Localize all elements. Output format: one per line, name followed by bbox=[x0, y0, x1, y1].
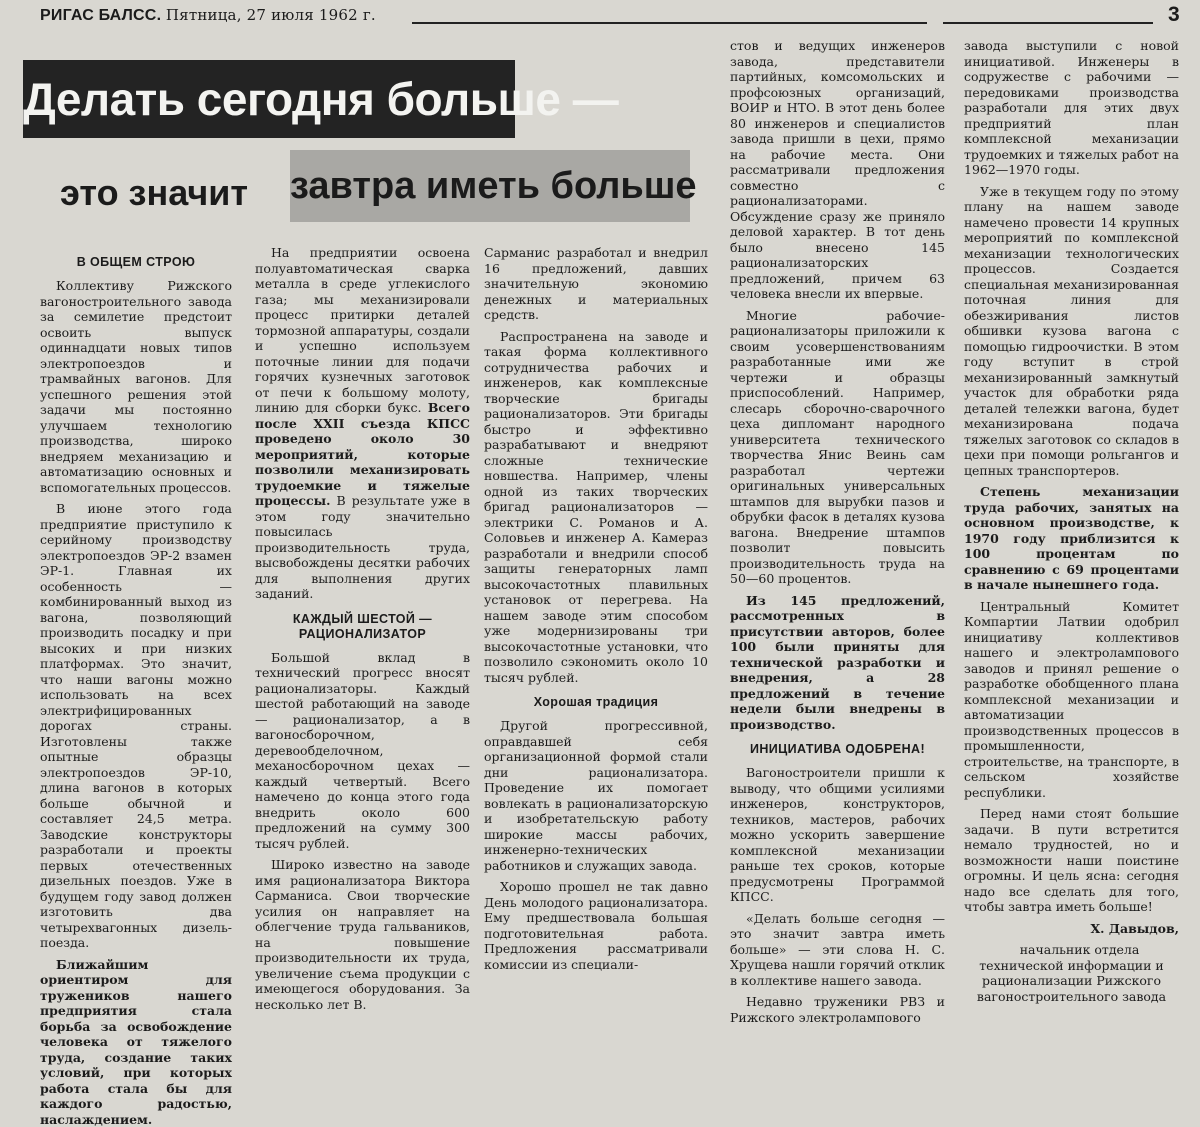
masthead-rule-right bbox=[943, 22, 1153, 24]
paragraph-bold: Ближайшим ориентиром для тружеников нашего предприятия стала борьба за освобождение человека от тяжелого труда, создание таких условий, при которых работа стала бы для каждого радостью, наслаждением. bbox=[40, 957, 232, 1127]
paragraph: Сарманис разработал и внедрил 16 предложений, давших значительную экономию денежных и материальных средств. bbox=[484, 245, 708, 323]
paragraph: Коллективу Рижского вагоностроительного завода за семилетие предстоит освоить выпуск одиннадцати новых типов электропоездов и трамвайных вагонов. Для успешного решения этой задачи мы постоянно улучшаем технологию производства, широко внедряем механизацию и автоматизацию основных и вспомогательных процессов. bbox=[40, 278, 232, 495]
text-run: В результате уже в этом году значительно повысилась производительность труда, высвобождены десятки рабочих для выполнения других заданий. bbox=[255, 493, 470, 601]
paragraph: Широко известно на заводе имя рационализатора Виктора Сарманиса. Свои творческие усилия он направляет на облегчение труда гальваников, на повышение производительности их труда, увеличение съема продукции с имеющегося оборудования. За несколько лет В. bbox=[255, 857, 470, 1012]
headline-line-3: завтра иметь больше bbox=[290, 150, 690, 222]
paragraph-bold: Степень механизации труда рабочих, занятых на основном производстве, к 1970 году приблизится к 100 процентам по сравнению с 69 процентами в начале нынешнего года. bbox=[964, 484, 1179, 593]
article-column-1 bbox=[40, 245, 232, 878]
paragraph: Уже в текущем году по этому плану на нашем заводе намечено провести 14 крупных мероприятий по комплексной механизации технологических процессов. Создается специальная механизированная поточная линия для обезжиривания листов обшивки кузова вагона с помощью гидроочистки. В этом году вступит в строй механизированный замкнутый участок для обработки ряда деталей тележки вагона, будет механизирована подача тяжелых заготовок со складов в цехи при помощи рольгангов и цепных транспортеров. bbox=[964, 184, 1179, 479]
section-heading: В ОБЩЕМ СТРОЮ bbox=[40, 255, 232, 270]
section-heading: КАЖДЫЙ ШЕСТОЙ — РАЦИОНАЛИЗАТОР bbox=[255, 612, 470, 642]
paragraph-bold: Из 145 предложений, рассмотренных в присутствии авторов, более 100 были приняты для технической разработки и внедрения, а 28 предложений в течение недели были внедрены в производство. bbox=[730, 593, 945, 733]
section-heading: ИНИЦИАТИВА ОДОБРЕНА! bbox=[730, 742, 945, 757]
section-heading: Хорошая традиция bbox=[484, 695, 708, 710]
paragraph: В июне этого года предприятие приступило к серийному производству электропоездов ЭР-2 взамен ЭР-1. Главная их особенность — комбинированный выход из вагона, позволяющий производить посадку и при высоких и при низких платформах. Это значит, что наши вагоны можно использовать на всех электрифицированных дорогах страны. Изготовлены также опытные образцы электропоездов ЭР-10, длина вагонов в которых больше обычной и составляет 24,5 метра. Заводские конструкторы разработали и проекты первых отечественных дизельных поездов. Уже в будущем году завод должен изготовить два четырехвагонных дизель-поезда. bbox=[40, 501, 232, 951]
paragraph: завода выступили с новой инициативой. Инженеры в содружестве с рабочими — передовиками производства разработали для этих двух предприятий план комплексной механизации трудоемких и тяжелых работ на 1962—1970 годы. bbox=[964, 38, 1179, 178]
paragraph bbox=[255, 245, 470, 602]
article-column-4 bbox=[730, 38, 945, 878]
paragraph: стов и ведущих инженеров завода, представители партийных, комсомольских и профсоюзных организаций, ВОИР и НТО. В этот день более 80 инженеров и специалистов завода пришли в цехи, прямо на рабочие места. Они рассматривали предложения совместно с рационализаторами. Обсуждение сразу же приняло деловой характер. В тот день было внесено 145 рационализаторских предложений, причем 63 человека внесли их впервые. bbox=[730, 38, 945, 302]
headline-line-2: это значит bbox=[60, 165, 280, 220]
paragraph: Перед нами стоят большие задачи. В пути встретится немало трудностей, но и возможности наши поистине огромны. И цель ясна: сегодня надо все сделать для того, чтобы завтра иметь больше! bbox=[964, 806, 1179, 915]
text-run-bold: Всего после XXII съезда КПСС проведено около 30 мероприятий, которые позволили механизировать трудоемкие и тяжелые процессы. bbox=[255, 400, 470, 508]
paragraph: «Делать больше сегодня — это значит завтра иметь больше» — эти слова Н. С. Хрущева нашли горячий отклик в коллективе нашего завода. bbox=[730, 911, 945, 989]
text-run: На предприятии освоена полуавтоматическая сварка металла в среде углекислого газа; мы механизировали процесс притирки деталей тормозной аппаратуры, создали и успешно используем поточные линии для подачи горячих кузнечных заготовок от печи к большому молоту, линию для сборки букс. bbox=[255, 245, 470, 415]
paragraph: Распространена на заводе и такая форма коллективного сотрудничества рабочих и инженеров, как комплексные творческие бригады рационализаторов. Эти бригады быстро и эффективно разрабатывают и внедряют сложные технические новшества. Например, члены одной из таких творческих бригад рационализаторов — электрики С. Романов и А. Соловьев и инженер А. Камераз разработали и внедрили способ защиты генераторных ламп высокочастотных плавильных установок от перегрева. На нашем заводе этим способом уже модернизированы три высокочастотные установки, что позволило сэкономить около 10 тысяч рублей. bbox=[484, 329, 708, 686]
paragraph: Центральный Комитет Компартии Латвии одобрил инициативу коллективов нашего и электролампового заводов и принял решение о разработке обобщенного плана комплексной механизации и автоматизации производственных процессов в промышленности, строительстве, на транспорте, в сельском хозяйстве республики. bbox=[964, 599, 1179, 801]
article-column-3 bbox=[484, 245, 708, 878]
article-column-5 bbox=[964, 38, 1179, 878]
author-title: начальник отдела технической информации и рационализации Рижского вагоностроительного завода bbox=[964, 942, 1179, 1004]
article-column-2 bbox=[255, 245, 470, 878]
author-name: Х. Давыдов, bbox=[964, 921, 1179, 937]
newspaper-name: РИГАС БАЛСС. bbox=[40, 7, 161, 24]
paragraph: Недавно труженики РВЗ и Рижского электролампового bbox=[730, 994, 945, 1025]
paragraph: Другой прогрессивной, оправдавшей себя организационной формой стали дни рационализатора. Проведение их помогает вовлекать в рационализаторскую и изобретательскую работу широкие массы рабочих, инженерно-технических работников и служащих завода. bbox=[484, 718, 708, 873]
page-number: 3 bbox=[1168, 3, 1180, 27]
headline-line-1: Делать сегодня больше — bbox=[23, 60, 515, 138]
paragraph: Вагоностроители пришли к выводу, что общими усилиями инженеров, конструкторов, техников, мастеров, рабочих можно ускорить завершение комплексной механизации раньше тех сроков, которые предусмотрены Программой КПСС. bbox=[730, 765, 945, 905]
issue-date: Пятница, 27 июля 1962 г. bbox=[166, 6, 376, 24]
paragraph: Большой вклад в технический прогресс вносят рационализаторы. Каждый шестой работающий на заводе — рационализатор, а в вагоносборочном, деревообделочном, механосборочном цехах — каждый четвертый. Всего намечено до конца этого года внедрить около 600 предложений на сумму 300 тысяч рублей. bbox=[255, 650, 470, 852]
paragraph: Хорошо прошел не так давно День молодого рационализатора. Ему предшествовала большая подготовительная работа. Предложения рассматривали комиссии из специали- bbox=[484, 879, 708, 972]
masthead-rule bbox=[412, 22, 927, 24]
masthead bbox=[40, 6, 376, 28]
paragraph: Многие рабочие-рационализаторы приложили к своим усовершенствованиям разработанные ими же чертежи и образцы приспособлений. Например, слесарь сборочно-сварочного цеха дипломант народного университета технического творчества Янис Веинь сам разработал чертежи оригинальных универсальных штампов для вырубки пазов и обрубки фасок в деталях кузова вагона. Внедрение штампов позволит повысить производительность труда на 50—60 процентов. bbox=[730, 308, 945, 587]
